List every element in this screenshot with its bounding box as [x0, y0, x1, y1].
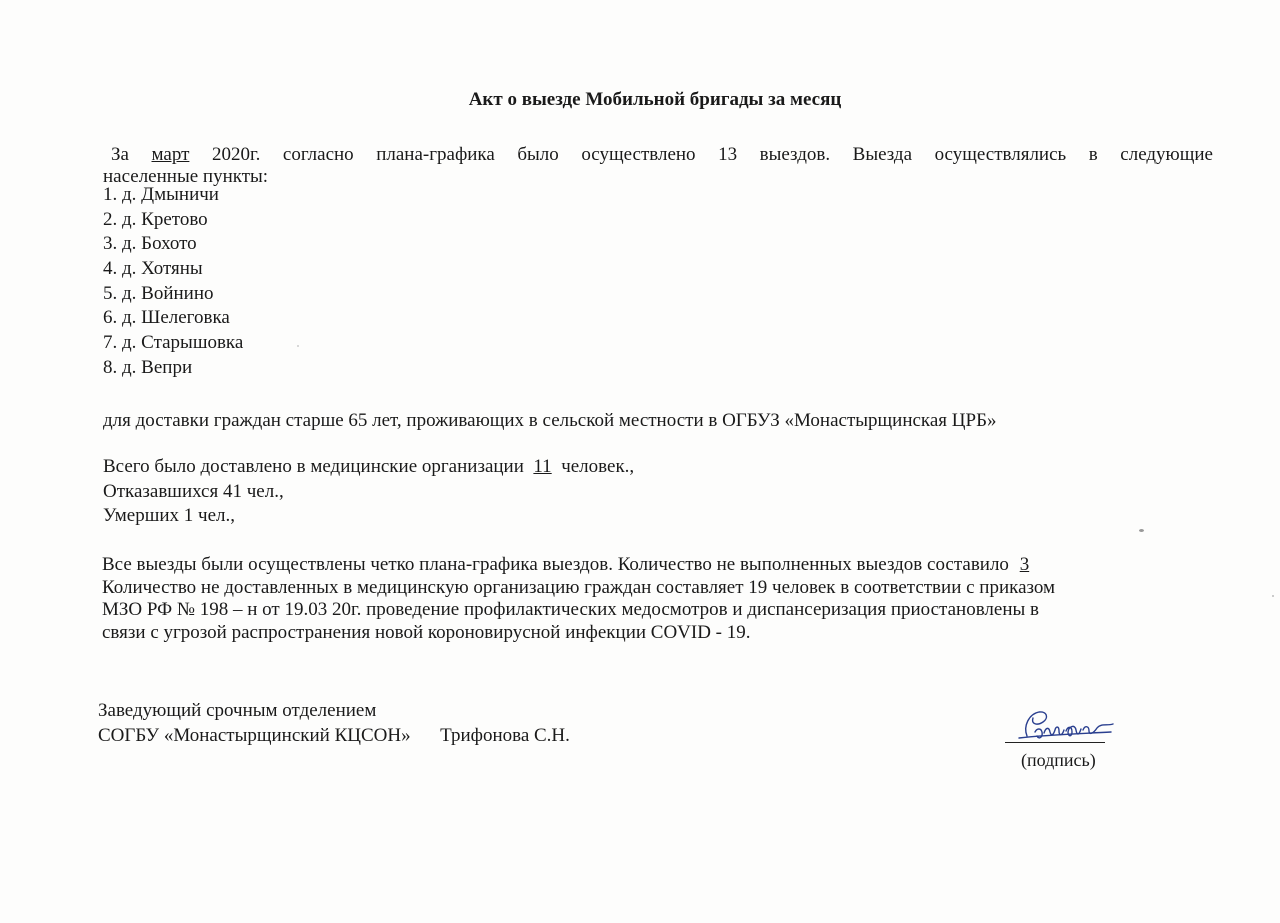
list-item: 6. д. Шелеговка: [103, 307, 230, 329]
signatory-name: Трифонова С.Н.: [440, 725, 570, 746]
handwritten-signature: [1013, 706, 1117, 754]
outcome-line-1: [102, 554, 1192, 577]
refused-line: Отказавшихся 41 чел.,: [103, 481, 284, 502]
intro-word: плана-графика: [376, 144, 495, 165]
delivered-prefix: Всего было доставлено в медицинские организации: [103, 456, 524, 477]
intro-line-2: населенные пункты:: [103, 166, 269, 187]
intro-word: было: [517, 144, 559, 165]
intro-word: 2020г.: [211, 144, 261, 165]
intro-word: осуществлено: [581, 144, 696, 165]
scan-speck: [1139, 529, 1144, 532]
scan-speck: [297, 345, 299, 347]
signature-caption: (подпись): [1021, 750, 1096, 770]
outcome-paragraph: [102, 554, 1192, 644]
delivered-line: [103, 456, 634, 478]
died-line: Умерших 1 чел.,: [103, 505, 236, 526]
places-list: [103, 183, 243, 381]
intro-word: За: [111, 144, 129, 165]
list-item: 2. д. Кретово: [103, 208, 208, 230]
document-title: Акт о выезде Мобильной бригады за месяц: [468, 89, 842, 110]
missed-trips-count: 3: [1019, 554, 1030, 575]
purpose-line: для доставки граждан старше 65 лет, проживающих в сельской местности в ОГБУЗ «Монастырщинская ЦРБ»: [103, 410, 997, 431]
intro-word: согласно: [282, 144, 354, 165]
intro-word: в: [1088, 144, 1098, 165]
outcome-line-2: Количество не доставленных в медицинскую организацию граждан составляет 19 человек в соответствии с приказом: [102, 576, 1056, 598]
delivered-count: 11: [533, 456, 552, 477]
list-item: 3. д. Бохото: [103, 233, 197, 255]
signatory-line: [98, 725, 570, 747]
list-item: 8. д. Вепри: [103, 356, 193, 378]
intro-line-1: [103, 144, 1213, 166]
signature-rule: [1005, 742, 1105, 743]
outcome-line-1-text: Все выезды были осуществлены четко плана-графика выездов. Количество не выполненных выездов составило: [102, 554, 1009, 575]
report-month: март: [151, 144, 190, 165]
scan-speck: [1272, 595, 1274, 597]
intro-word: Выезда: [852, 144, 913, 165]
signatory-organization: СОГБУ «Монастырщинский КЦСОН»: [98, 725, 411, 746]
outcome-line-3: МЗО РФ № 198 – н от 19.03 20г. проведение профилактических медосмотров и диспансеризация приостановлены в: [102, 599, 1039, 620]
outcome-line-4: связи с угрозой распространения новой короновирусной инфекции COVID - 19.: [102, 621, 751, 643]
list-item: 4. д. Хотяны: [103, 258, 203, 280]
delivered-suffix: человек.,: [561, 456, 635, 477]
intro-word: следующие: [1120, 144, 1213, 165]
signature-block: [1005, 706, 1115, 776]
intro-paragraph: [103, 144, 1213, 188]
intro-word: осуществлялись: [934, 144, 1067, 165]
trip-count: 13: [718, 144, 738, 165]
signatory-position: Заведующий срочным отделением: [98, 700, 377, 721]
list-item: 1. д. Дмыничи: [103, 184, 219, 205]
intro-word: выездов.: [759, 144, 831, 165]
list-item: 5. д. Войнино: [103, 282, 214, 304]
list-item: 7. д. Старышовка: [103, 332, 244, 354]
